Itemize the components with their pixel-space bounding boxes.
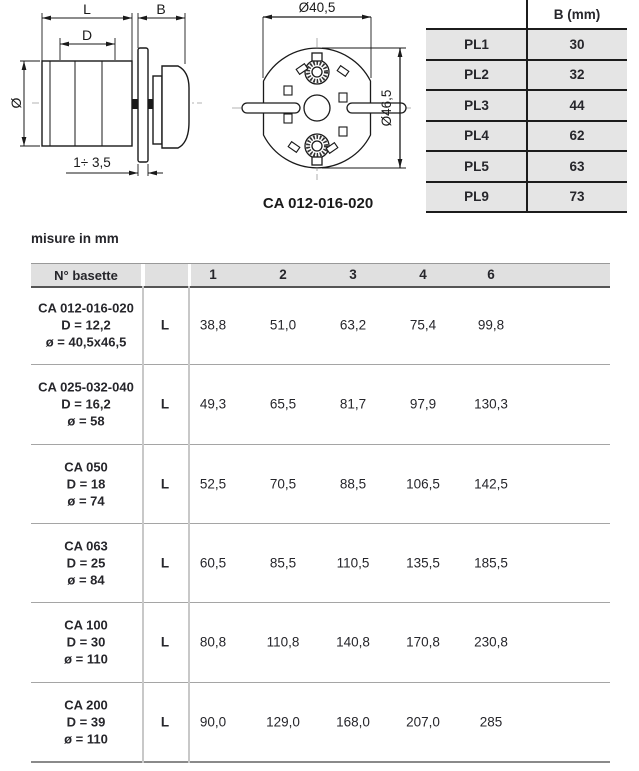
value-cell: 49,3 <box>199 396 227 412</box>
product-d: D = 12,2 <box>61 317 111 333</box>
value-cell: 38,8 <box>199 317 227 333</box>
dim-label-diameter: Ø <box>8 97 24 109</box>
table-row <box>31 524 610 603</box>
model-label: PL5 <box>464 158 489 174</box>
table-row <box>31 365 610 444</box>
dimensions-table <box>31 263 610 763</box>
value-cell: 230,8 <box>474 634 508 650</box>
product-dia: ø = 110 <box>64 731 108 747</box>
value-cell: 110,5 <box>336 555 370 571</box>
value-cell: 106,5 <box>406 476 440 492</box>
product-d: D = 16,2 <box>61 396 111 412</box>
header-col-2: 2 <box>279 267 287 282</box>
product-cell <box>31 379 141 430</box>
front-view-caption: CA 012-016-020 <box>262 195 374 212</box>
model-label: PL2 <box>464 67 489 83</box>
product-dia: ø = 40,5x46,5 <box>45 334 127 350</box>
b-value: 73 <box>569 189 585 205</box>
product-cell <box>31 617 141 668</box>
value-cell: 207,0 <box>406 714 440 730</box>
measure-unit-note: misure in mm <box>31 231 119 246</box>
value-cell: 185,5 <box>474 555 508 571</box>
b-value: 44 <box>569 97 585 113</box>
knob-cap <box>162 66 189 148</box>
value-cell: 110,8 <box>266 634 300 650</box>
value-cell: 90,0 <box>199 714 227 730</box>
value-cell: 285 <box>479 714 503 730</box>
dim-label-D: D <box>81 27 93 43</box>
product-dia: ø = 58 <box>67 413 105 429</box>
value-cell: 65,5 <box>269 396 297 412</box>
product-name: CA 050 <box>64 459 108 475</box>
header-col-1: 1 <box>209 267 217 282</box>
value-cell: 80,8 <box>199 634 227 650</box>
product-name: CA 200 <box>64 697 108 713</box>
product-dia: ø = 84 <box>67 572 105 588</box>
fixing-slot-left <box>242 103 300 113</box>
value-cell: 88,5 <box>339 476 367 492</box>
product-name: CA 025-032-040 <box>38 379 134 395</box>
table-row <box>31 445 610 524</box>
l-label: L <box>160 634 170 650</box>
table-row <box>31 603 610 682</box>
mounting-flange <box>138 48 148 162</box>
table-row <box>31 286 610 365</box>
l-label: L <box>160 714 170 730</box>
value-cell: 142,5 <box>474 476 508 492</box>
header-col-3: 3 <box>349 267 357 282</box>
product-cell <box>31 458 141 509</box>
product-cell <box>31 538 141 589</box>
value-cell: 85,5 <box>269 555 297 571</box>
dimensions-table-body <box>31 286 610 763</box>
header-empty <box>145 264 188 286</box>
b-dimension-table <box>426 0 627 213</box>
value-cell: 130,3 <box>474 396 508 412</box>
column-divider <box>526 0 528 213</box>
l-label: L <box>160 396 170 412</box>
dim-label-front-width: Ø40,5 <box>298 0 336 15</box>
model-label: PL4 <box>464 128 489 144</box>
knob-base <box>153 76 162 144</box>
product-name: CA 012-016-020 <box>38 300 134 316</box>
b-value: 63 <box>569 158 585 174</box>
value-cell: 52,5 <box>199 476 227 492</box>
fixing-slot-right <box>347 103 406 113</box>
b-value: 62 <box>569 128 585 144</box>
value-cell: 129,0 <box>266 714 300 730</box>
value-cell: 99,8 <box>477 317 505 333</box>
product-d: D = 39 <box>66 714 106 730</box>
model-label: PL9 <box>464 189 489 205</box>
dim-label-front-height: Ø46,5 <box>379 89 394 127</box>
front-view-drawing <box>230 0 425 215</box>
value-cell: 170,8 <box>406 634 440 650</box>
product-d: D = 18 <box>66 476 106 492</box>
header-col-6: 6 <box>487 267 495 282</box>
value-cell: 51,0 <box>269 317 297 333</box>
product-d: D = 25 <box>66 555 106 571</box>
product-name: CA 100 <box>64 617 108 633</box>
dimensions-table-header <box>31 263 610 288</box>
product-d: D = 30 <box>66 634 106 650</box>
value-cell: 97,9 <box>409 396 437 412</box>
dim-label-panel-thickness: 1÷ 3,5 <box>73 155 111 170</box>
column-divider <box>188 286 190 763</box>
product-dia: ø = 74 <box>67 493 105 509</box>
model-label: PL1 <box>464 36 489 52</box>
l-label: L <box>160 476 170 492</box>
value-cell: 60,5 <box>199 555 227 571</box>
product-cell <box>31 696 141 747</box>
product-name: CA 063 <box>64 538 108 554</box>
b-table-header-label: B (mm) <box>553 7 601 22</box>
value-cell: 140,8 <box>336 634 370 650</box>
model-label: PL3 <box>464 97 489 113</box>
value-cell: 75,4 <box>409 317 437 333</box>
b-value: 32 <box>569 67 585 83</box>
l-label: L <box>160 555 170 571</box>
b-value: 30 <box>569 36 585 52</box>
table-row <box>31 683 610 763</box>
value-cell: 81,7 <box>339 396 367 412</box>
switch-body <box>42 61 132 146</box>
dim-label-B: B <box>156 2 166 17</box>
value-cell: 63,2 <box>339 317 367 333</box>
header-col-4: 4 <box>419 267 427 282</box>
value-cell: 70,5 <box>269 476 297 492</box>
header-numbers-band <box>191 264 610 286</box>
l-label: L <box>160 317 170 333</box>
product-cell <box>31 300 141 351</box>
product-dia: ø = 110 <box>64 651 108 667</box>
side-view-drawing <box>8 2 208 194</box>
shaft-hole <box>304 95 330 121</box>
column-divider <box>142 286 144 763</box>
header-basette: N° basette <box>31 264 141 286</box>
dim-label-L: L <box>83 2 91 17</box>
value-cell: 135,5 <box>406 555 440 571</box>
value-cell: 168,0 <box>336 714 370 730</box>
